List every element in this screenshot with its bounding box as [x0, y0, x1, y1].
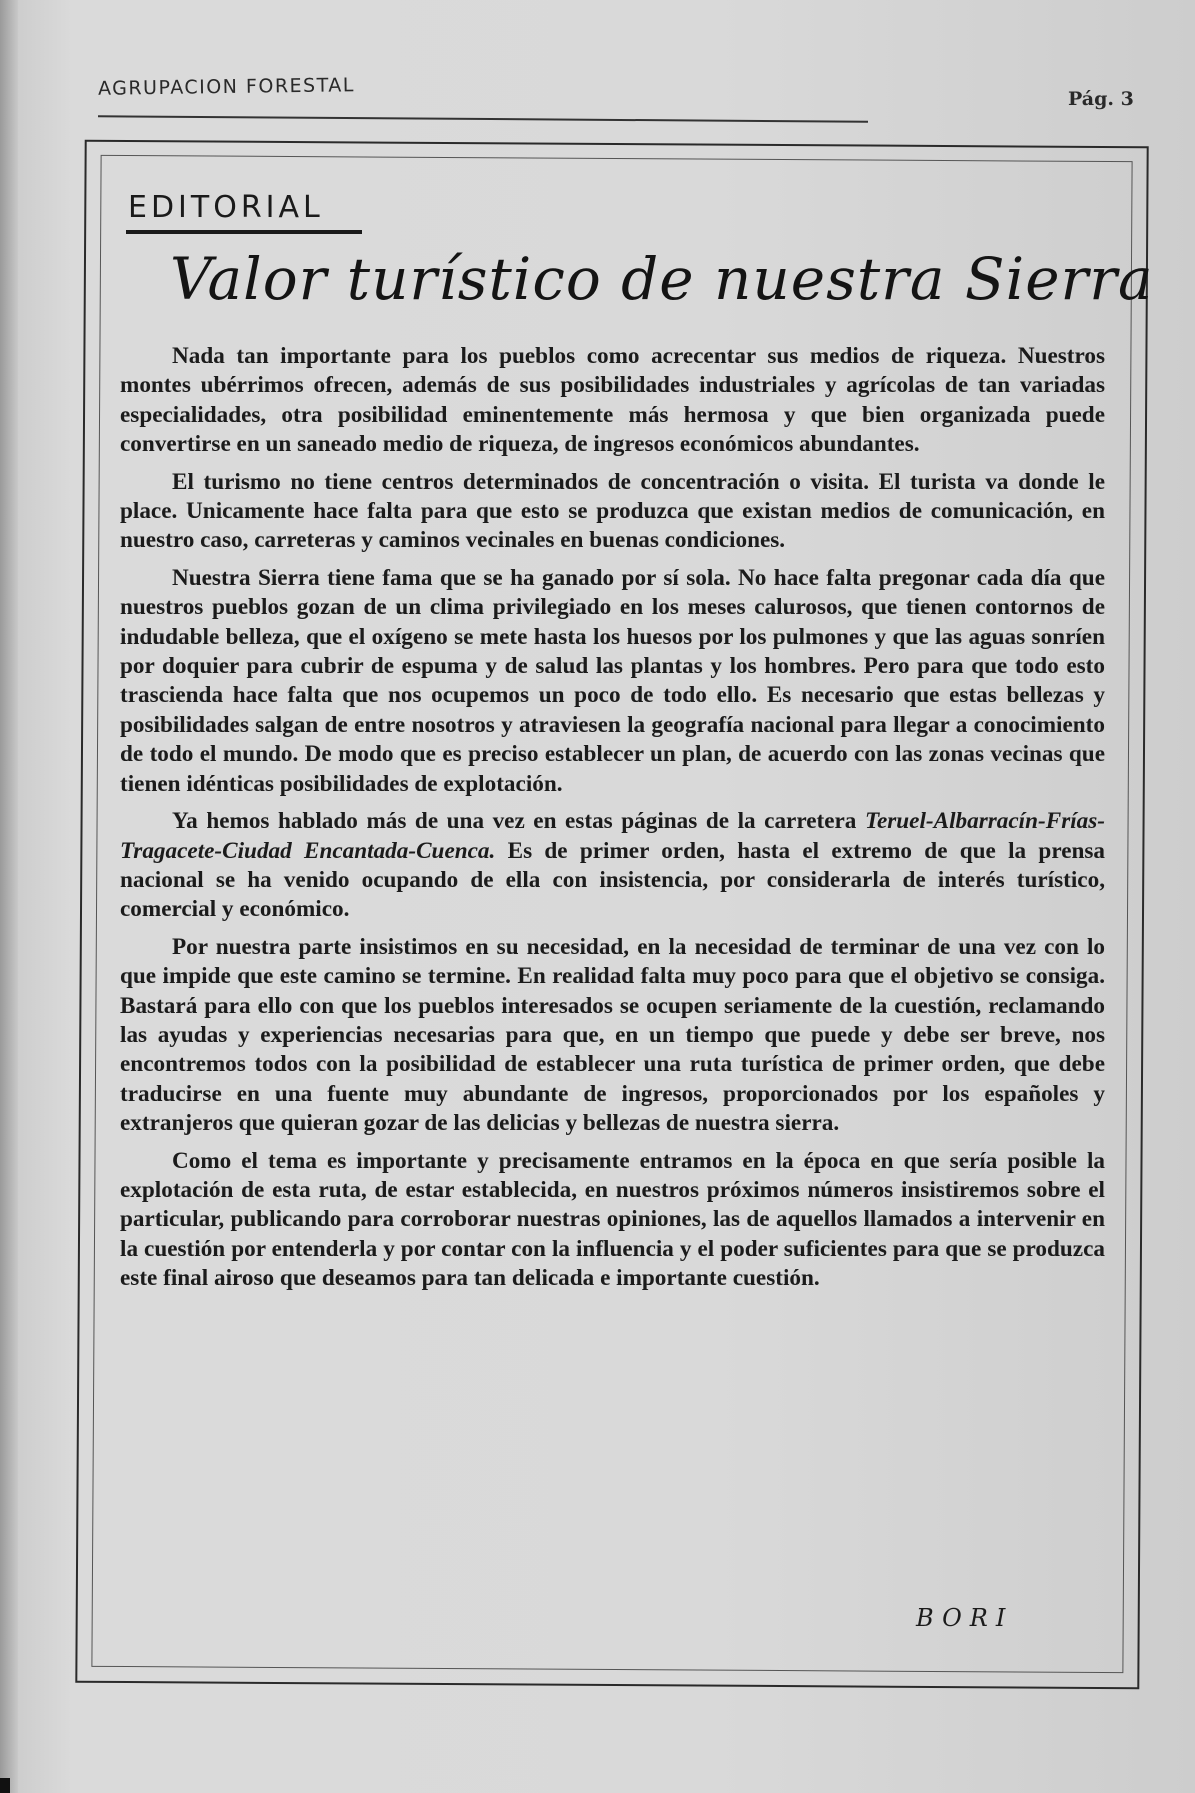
section-label-underline	[126, 230, 362, 234]
paragraph-6: Como el tema es importante y precisamente entramos en la época en que sería posible la explotación de esta ruta, de estar establecida, en nuestros próximos números insistiremos sobre el particular, publicando para corroborar nuestras opiniones, las de aquellos llamados a intervenir en la cuestión por entenderla y por contar con la influencia y el poder suficientes para que se produzca este final airoso que deseamos para tan delicada e importante cuestión.	[120, 1147, 1105, 1292]
route-name: Teruel-Albarracín-Frías-Tragacete-Ciudad Encantada-Cuenca.	[120, 808, 1105, 864]
running-head: AGRUPACION FORESTAL	[97, 74, 355, 100]
article-body	[120, 342, 1105, 1302]
binding-edge	[0, 0, 18, 1793]
paragraph-4	[120, 807, 1105, 925]
article-title: Valor turístico de nuestra Sierra	[170, 245, 1154, 313]
paragraph-3: Nuestra Sierra tiene fama que se ha ganado por sí sola. No hace falta pregonar cada día que nuestros pueblos gozan de un clima privilegiado en los meses calurosos, que tienen contornos de indudable belleza, que el oxígeno se mete hasta los huesos por los pulmones y que las aguas sonríen por doquier para cubrir de espuma y de salud las plantas y los hombres. Pero para que todo esto trascienda hace falta que nos ocupemos un poco de todo ello. Es necesario que estas bellezas y posibilidades salgan de entre nosotros y atraviesen la geografía nacional para llegar a conocimiento de todo el mundo. De modo que es preciso establecer un plan, de acuerdo con las zonas vecinas que tienen idénticas posibilidades de explotación.	[120, 564, 1105, 797]
paragraph-1: Nada tan importante para los pueblos como acrecentar sus medios de riqueza. Nuestros montes ubérrimos ofrecen, además de sus posibilidades industriales y agrícolas de tan variadas especialidades, otra posibilidad eminentemente más hermosa y que bien organizada puede convertirse en un saneado medio de riqueza, de ingresos económicos abundantes.	[120, 343, 1105, 458]
paragraph-5: Por nuestra parte insistimos en su necesidad, en la necesidad de terminar de una vez con lo que impide que este camino se termine. En realidad falta muy poco para que el objetivo se consiga. Bastará para ello con que los pueblos interesados se ocupen seriamente de la cuestión, reclamando las ayudas y experiencias necesarias para que, en un tiempo que puede y debe ser breve, nos encontremos todos con la posibilidad de establecer una ruta turística de primer orden, que debe traducirse en una fuente muy abundante de ingresos, proporcionados por los españoles y extranjeros que quieran gozar de las delicias y bellezas de nuestra sierra.	[120, 933, 1105, 1137]
corner-mark	[0, 1778, 10, 1793]
paragraph-2: El turismo no tiene centros determinados de concentración o visita. El turista va donde le place. Unicamente hace falta para que esto se produzca que existan medios de comunicación, en nuestro caso, carreteras y caminos vecinales en buenas condiciones.	[120, 468, 1105, 554]
paragraph-4-intro: Ya hemos hablado más de una vez en estas páginas de la carretera	[172, 808, 857, 835]
author-signature: BORI	[916, 1604, 1014, 1632]
section-label: EDITORIAL	[128, 190, 324, 225]
page-number: Pág. 3	[1068, 88, 1134, 110]
paragraph-4-rest: Es de primer orden, hasta el extremo de que la prensa nacional se ha venido ocupando de ella con insistencia, por considerarla de interés turístico, comercial y económico.	[120, 837, 1105, 923]
